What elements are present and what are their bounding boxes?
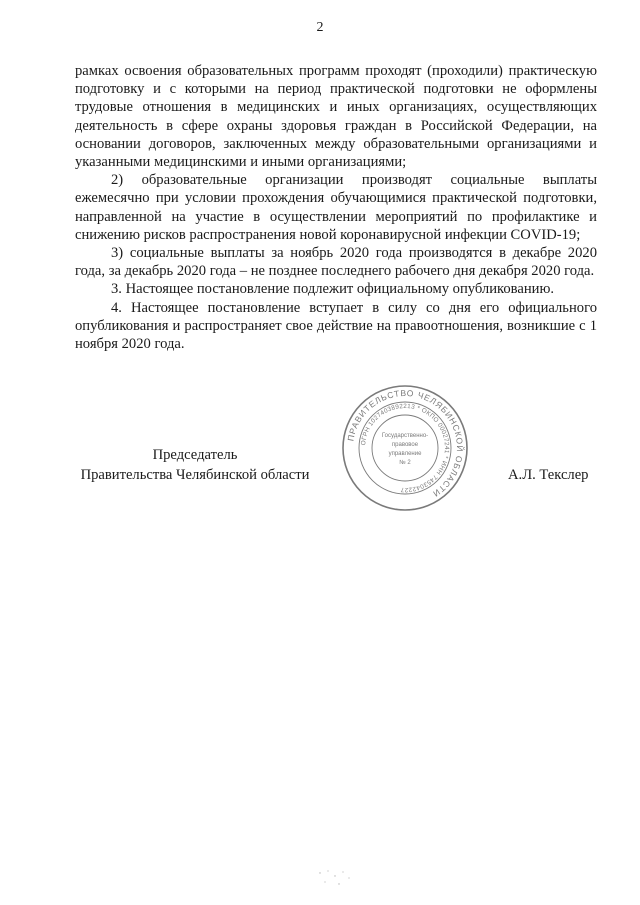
- seal-inner-line4: № 2: [399, 460, 411, 466]
- signatory-name: А.Л. Текслер: [508, 467, 589, 483]
- paragraph-2: 2) образовательные организации производят социальные выплаты ежемесячно при условии прохождения обучающимися практической подготовки, направленной на участие в осуществлении мероприятий по профилактике и снижению рисков распространения новой коронавирусной инфекции COVID-19;: [75, 172, 597, 243]
- paragraph-3: 3) социальные выплаты за ноябрь 2020 года производятся в декабре 2020 года, за декабрь 2020 года – не позднее последнего рабочего дня декабря 2020 года.: [75, 245, 597, 280]
- seal-inner-line3: управление: [388, 451, 422, 457]
- paragraph-1: рамках освоения образовательных программ проходят (проходили) практическую подготовку и с которыми на период практической подготовки не оформлены трудовые отношения в медицинских и иных организациях, осуществляющих деятельность в сфере охраны здоровья граждан в Российской Федерации, на основании договоров, заключенных между образовательными организациями и указанными медицинскими и иными организациями;: [75, 63, 597, 171]
- signatory-title-line2: Правительства Челябинской области: [80, 467, 310, 483]
- official-seal: [340, 383, 470, 513]
- seal-mid-border: [359, 402, 451, 494]
- signatory-title-line1: Председатель: [152, 447, 238, 463]
- paragraph-4: 3. Настоящее постановление подлежит официальному опубликованию.: [111, 281, 555, 298]
- paragraph-5: 4. Настоящее постановление вступает в силу со дня его официального опубликования и распространяет свое действие на правоотношения, возникшие с 1 ноября 2020 года.: [75, 299, 597, 353]
- seal-inner-line2: правовое: [391, 442, 419, 448]
- seal-codes-text: ОГРН 1027403892213 * ОКПО 00027241 * ИНН 7453042227: [360, 402, 451, 494]
- seal-outer-text: ПРАВИТЕЛЬСТВО ЧЕЛЯБИНСКОЙ ОБЛАСТИ: [345, 387, 466, 500]
- scan-artifact: [316, 868, 356, 888]
- document-body: [75, 62, 597, 353]
- signatory-title: [75, 445, 315, 485]
- page-number: 2: [316, 20, 324, 35]
- seal-inner-border: [372, 415, 438, 481]
- seal-inner-line1: Государственно-: [381, 433, 429, 439]
